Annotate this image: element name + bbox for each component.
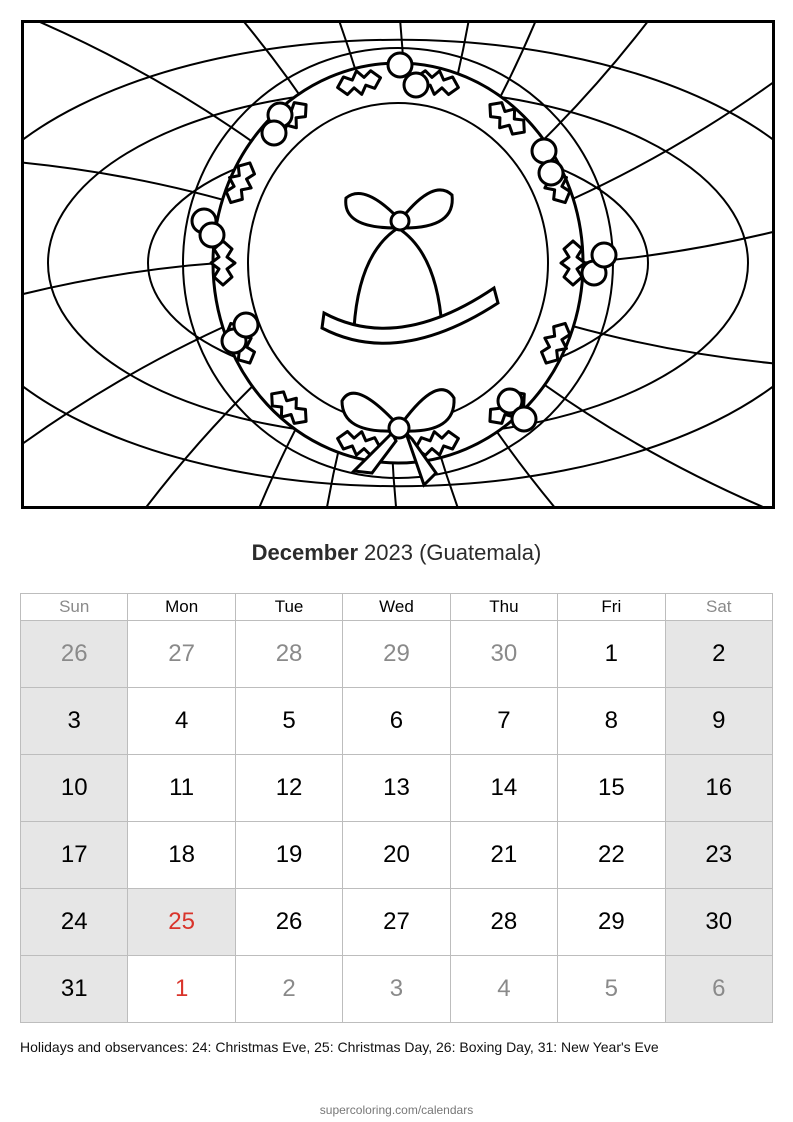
calendar-grid	[20, 593, 773, 1023]
week-row	[21, 889, 773, 956]
day-cell: 6	[343, 688, 450, 755]
day-cell: 4	[450, 956, 557, 1023]
day-cell: 30	[665, 889, 772, 956]
day-cell: 3	[343, 956, 450, 1023]
day-cell: 12	[235, 755, 342, 822]
day-cell: 21	[450, 822, 557, 889]
week-row	[21, 755, 773, 822]
weekday-wed: Wed	[343, 594, 450, 621]
weekday-tue: Tue	[235, 594, 342, 621]
day-cell: 8	[558, 688, 665, 755]
weekday-mon: Mon	[128, 594, 235, 621]
holidays-note: Holidays and observances: 24: Christmas Eve, 25: Christmas Day, 26: Boxing Day, 31: New Year's Eve	[20, 1039, 659, 1055]
day-cell: 30	[450, 621, 557, 688]
day-cell: 2	[235, 956, 342, 1023]
day-cell: 3	[21, 688, 128, 755]
footer-credit: supercoloring.com/calendars	[319, 1103, 474, 1117]
day-cell: 29	[558, 889, 665, 956]
day-cell: 11	[128, 755, 235, 822]
day-cell: 22	[558, 822, 665, 889]
day-cell: 1	[558, 621, 665, 688]
week-row	[21, 956, 773, 1023]
day-cell: 1	[128, 956, 235, 1023]
calendar-title	[0, 540, 793, 566]
coloring-illustration	[21, 20, 775, 509]
week-row	[21, 822, 773, 889]
day-cell: 19	[235, 822, 342, 889]
day-cell: 28	[450, 889, 557, 956]
day-cell: 2	[665, 621, 772, 688]
day-cell: 24	[21, 889, 128, 956]
weekday-sun: Sun	[21, 594, 128, 621]
day-cell: 6	[665, 956, 772, 1023]
day-cell: 9	[665, 688, 772, 755]
weekday-sat: Sat	[665, 594, 772, 621]
day-cell: 5	[235, 688, 342, 755]
day-cell: 4	[128, 688, 235, 755]
day-cell: 25	[128, 889, 235, 956]
day-cell: 5	[558, 956, 665, 1023]
day-cell: 15	[558, 755, 665, 822]
weekday-header-row	[21, 594, 773, 621]
day-cell: 16	[665, 755, 772, 822]
calendar-weeks	[21, 621, 773, 1023]
day-cell: 27	[343, 889, 450, 956]
weekday-fri: Fri	[558, 594, 665, 621]
day-cell: 14	[450, 755, 557, 822]
title-year-country: 2023 (Guatemala)	[364, 540, 542, 565]
day-cell: 27	[128, 621, 235, 688]
day-cell: 31	[21, 956, 128, 1023]
christmas-wreath-bell-drawing	[24, 23, 772, 506]
day-cell: 29	[343, 621, 450, 688]
title-month: December	[251, 540, 359, 565]
day-cell: 13	[343, 755, 450, 822]
day-cell: 28	[235, 621, 342, 688]
day-cell: 26	[21, 621, 128, 688]
day-cell: 18	[128, 822, 235, 889]
day-cell: 17	[21, 822, 128, 889]
day-cell: 10	[21, 755, 128, 822]
day-cell: 26	[235, 889, 342, 956]
day-cell: 7	[450, 688, 557, 755]
day-cell: 23	[665, 822, 772, 889]
weekday-thu: Thu	[450, 594, 557, 621]
day-cell: 20	[343, 822, 450, 889]
week-row	[21, 688, 773, 755]
week-row	[21, 621, 773, 688]
